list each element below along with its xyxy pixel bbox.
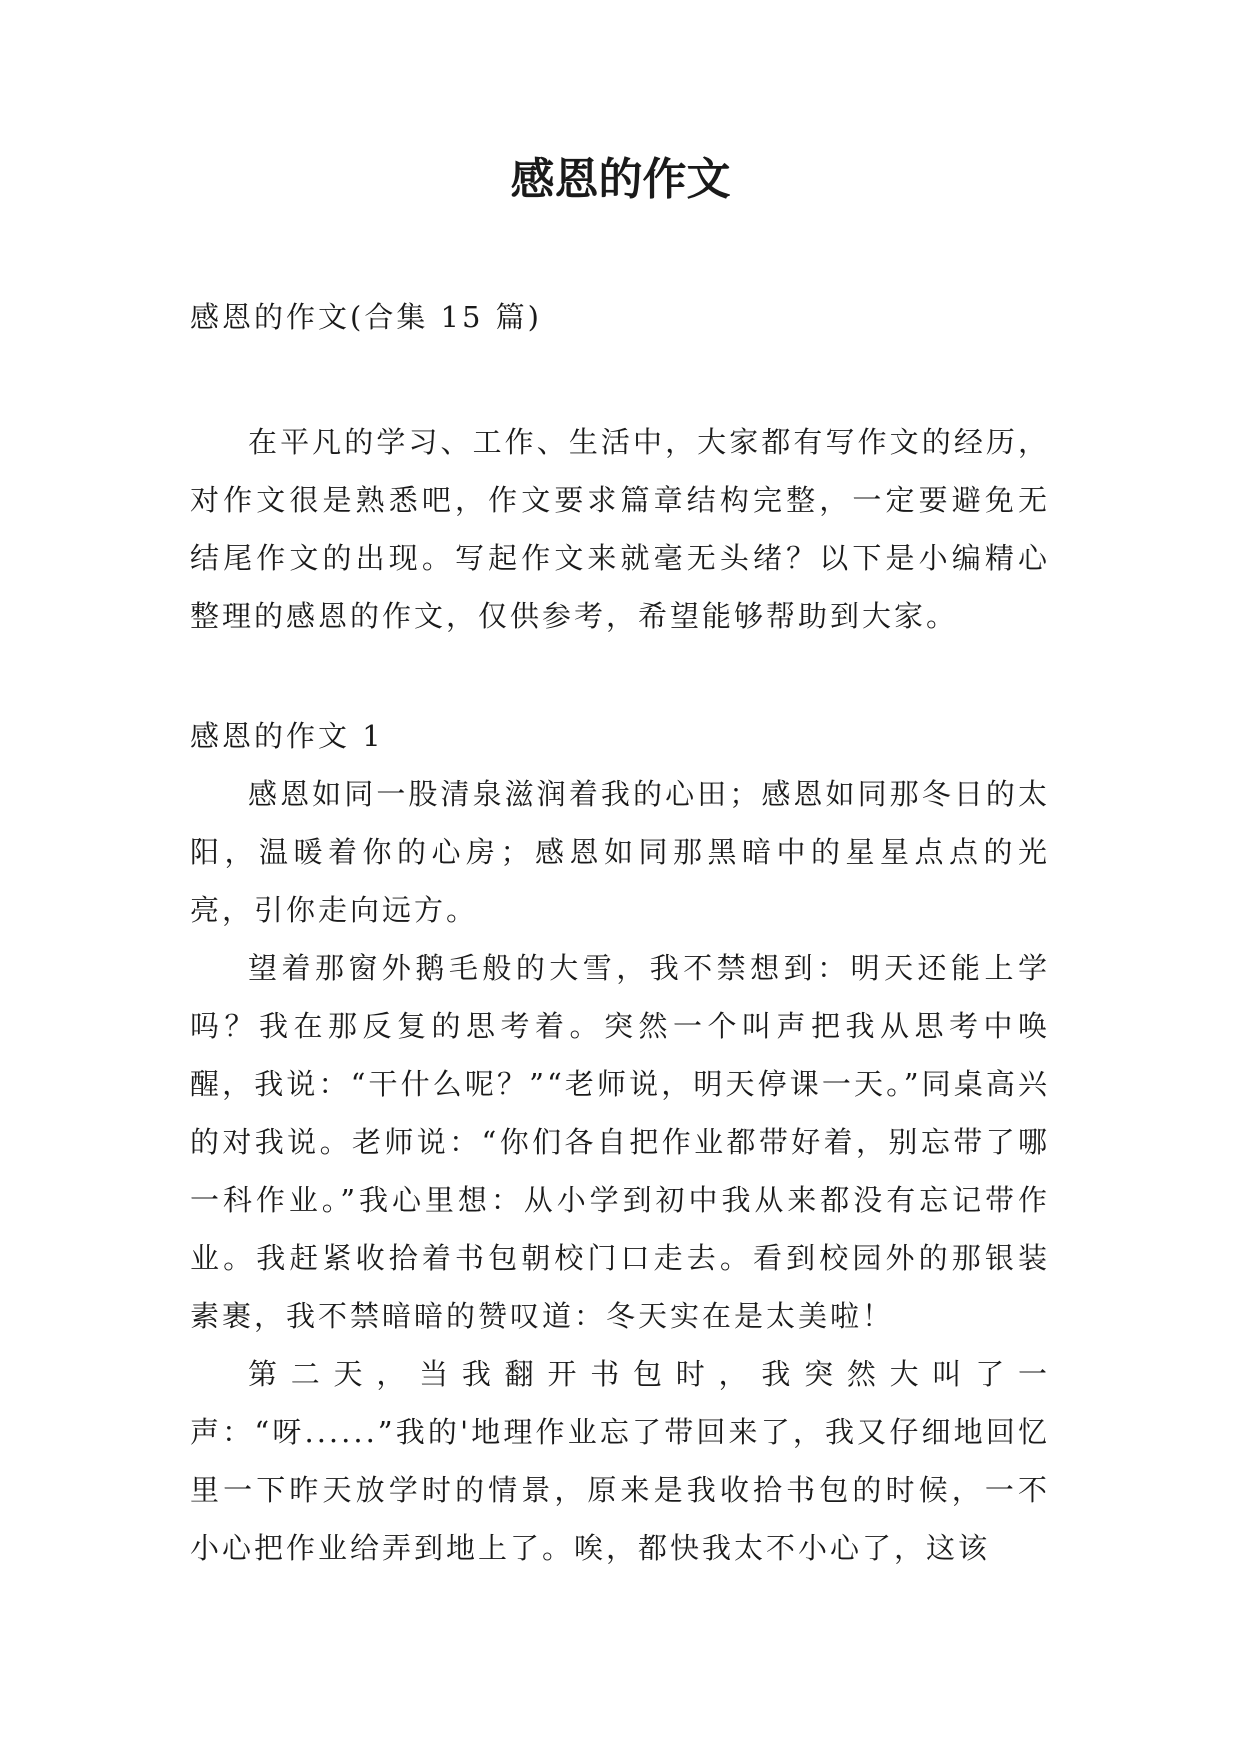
body-paragraph: 望着那窗外鹅毛般的大雪，我不禁想到：明天还能上学吗？我在那反复的思考着。突然一个叫声把我从思考中唤醒，我说：“干什么呢？”“老师说，明天停课一天。”同桌高兴的对我说。老师说：“你们各自把作业都带好着，别忘带了哪一科作业。”我心里想：从小学到初中我从来都没有忘记带作业。我赶紧收拾着书包朝校门口走去。看到校园外的那银装素裹，我不禁暗暗的赞叹道：冬天实在是太美啦！ <box>190 951 1050 1333</box>
body-paragraph: 第二天，当我翻开书包时，我突然大叫了一声：“呀......”我的'地理作业忘了带回来了，我又仔细地回忆里一下昨天放学时的情景，原来是我收拾书包的时候，一不小心把作业给弄到地上了。唉，都快我太不小心了，这该 <box>190 1357 1050 1565</box>
document-body <box>190 287 1050 1577</box>
intro-paragraph: 在平凡的学习、工作、生活中，大家都有写作文的经历，对作文很是熟悉吧，作文要求篇章结构完整，一定要避免无结尾作文的出现。写起作文来就毫无头绪？以下是小编精心整理的感恩的作文，仅供参考，希望能够帮助到大家。 <box>190 425 1050 633</box>
document-subtitle: 感恩的作文(合集 15 篇) <box>190 300 542 334</box>
document-title: 感恩的作文 <box>510 154 731 205</box>
section-heading: 感恩的作文 1 <box>190 719 384 753</box>
body-paragraph: 感恩如同一股清泉滋润着我的心田；感恩如同那冬日的太阳，温暖着你的心房；感恩如同那黑暗中的星星点点的光亮，引你走向远方。 <box>190 777 1050 927</box>
